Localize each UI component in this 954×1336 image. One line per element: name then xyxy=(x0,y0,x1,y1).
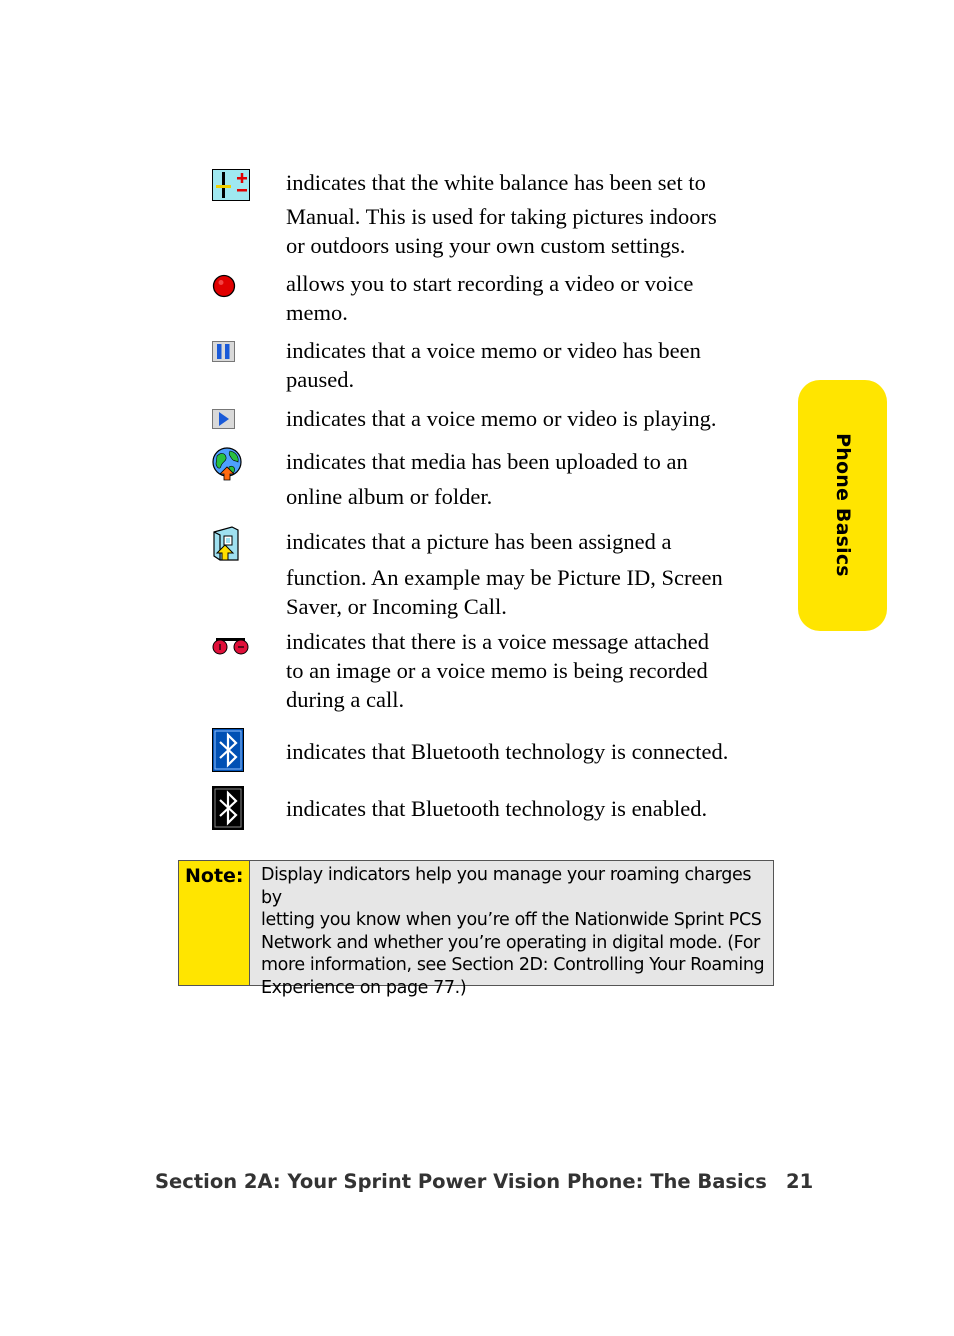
entry-line: to an image or a voice memo is being recorded xyxy=(286,658,708,683)
note-line: Experience on page 77.) xyxy=(261,977,467,998)
note-line: letting you know when you’re off the Nationwide Sprint PCS xyxy=(261,910,762,930)
page-number: 21 xyxy=(786,1170,814,1193)
entry-line: function. An example may be Picture ID, Screen xyxy=(286,565,723,590)
white-balance-manual-icon xyxy=(212,169,250,201)
note-box xyxy=(178,860,774,998)
bluetooth-connected-icon xyxy=(212,728,244,772)
entry-line: Saver, or Incoming Call. xyxy=(286,594,507,619)
note-body xyxy=(250,861,773,998)
entry-line: paused. xyxy=(286,367,355,392)
entry-line: indicates that Bluetooth technology is enabled. xyxy=(286,796,708,821)
media-uploaded-globe-icon xyxy=(212,447,244,481)
entry-line: Manual. This is used for taking pictures indoors xyxy=(286,204,717,229)
note-heading: Note: xyxy=(179,861,250,985)
bluetooth-enabled-icon xyxy=(212,786,244,830)
entry-line: indicates that a voice memo or video has been xyxy=(286,338,701,363)
footer-section-title: Section 2A: Your Sprint Power Vision Phone: The Basics xyxy=(155,1170,767,1193)
entry-line: or outdoors using your own custom settings. xyxy=(286,233,686,258)
note-line: Display indicators help you manage your roaming charges by xyxy=(261,865,752,908)
entry-line: allows you to start recording a video or voice xyxy=(286,271,694,296)
entry-line: indicates that a picture has been assigned a xyxy=(286,529,672,554)
entry-line: indicates that the white balance has been set to xyxy=(286,170,706,195)
entry-line: online album or folder. xyxy=(286,484,493,509)
note-line: more information, see Section 2D: Controlling Your Roaming xyxy=(261,955,765,975)
entry-line: memo. xyxy=(286,300,348,325)
entry-line: indicates that a voice memo or video is playing. xyxy=(286,406,717,431)
picture-assigned-icon xyxy=(212,526,240,562)
record-icon xyxy=(212,274,236,298)
voice-message-attached-icon xyxy=(212,637,249,655)
note-line: Network and whether you’re operating in digital mode. (For xyxy=(261,932,760,953)
entry-line: indicates that Bluetooth technology is connected. xyxy=(286,739,729,764)
entry-line: during a call. xyxy=(286,687,405,712)
play-icon xyxy=(212,409,235,429)
section-side-tab-label: Phone Basics xyxy=(832,433,854,577)
entry-line: indicates that there is a voice message attached xyxy=(286,629,709,654)
pause-icon xyxy=(212,341,235,362)
entry-line: indicates that media has been uploaded to an xyxy=(286,449,688,474)
